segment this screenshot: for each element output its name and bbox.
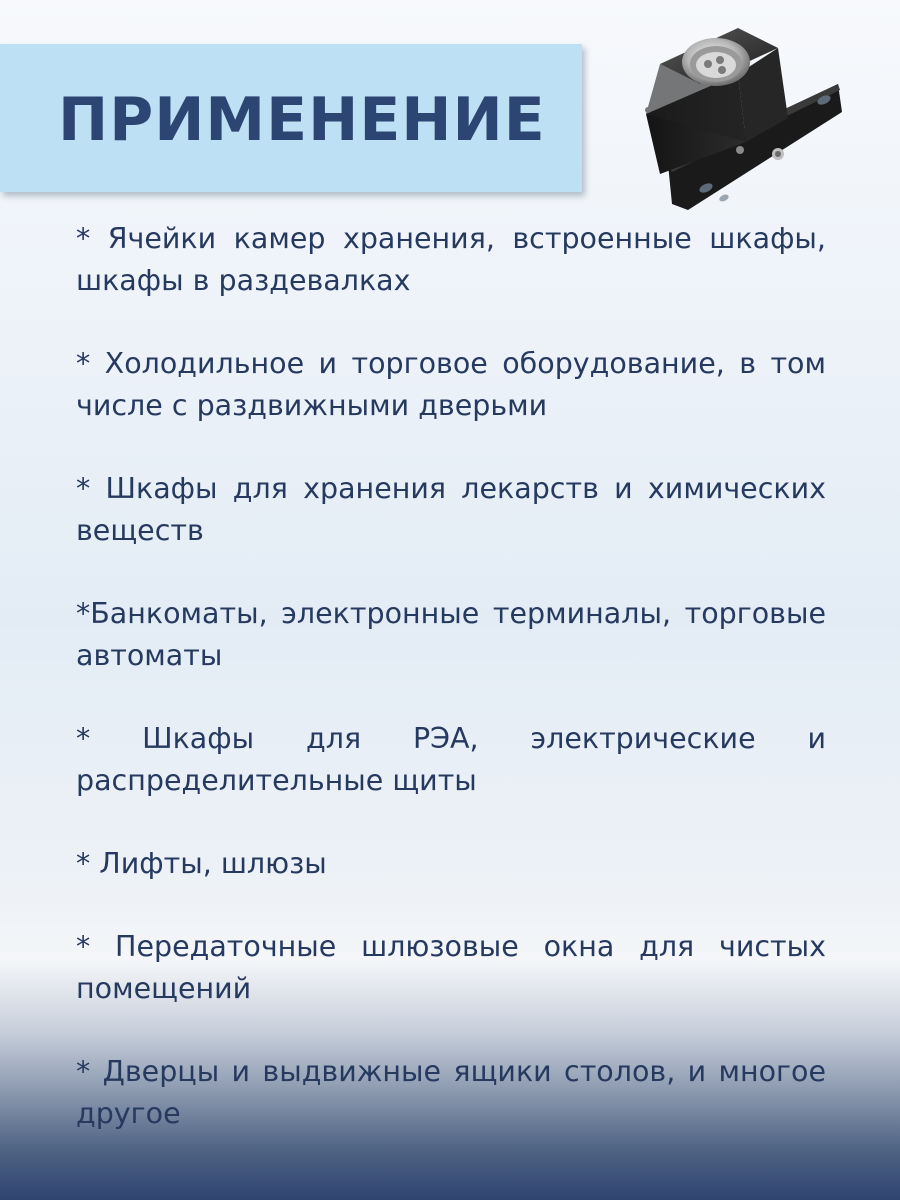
list-item: * Передаточные шлюзовые окна для чистых помещений	[76, 930, 826, 1005]
list-item: * Шкафы для хранения лекарств и химических веществ	[76, 472, 826, 547]
applications-list	[76, 218, 826, 1176]
lock-connector-icon	[628, 14, 850, 220]
list-item: * Дверцы и выдвижные ящики столов, и многое другое	[76, 1055, 826, 1130]
list-item: *Банкоматы, электронные терминалы, торговые автоматы	[76, 597, 826, 672]
list-item: * Лифты, шлюзы	[76, 847, 327, 880]
list-item: * Шкафы для РЭА, электрические и распределительные щиты	[76, 722, 826, 797]
list-item: * Ячейки камер хранения, встроенные шкафы, шкафы в раздевалках	[76, 222, 826, 297]
page-title: ПРИМЕНЕНИЕ	[58, 85, 546, 155]
list-item: * Холодильное и торговое оборудование, в том числе с раздвижными дверьми	[76, 347, 826, 422]
